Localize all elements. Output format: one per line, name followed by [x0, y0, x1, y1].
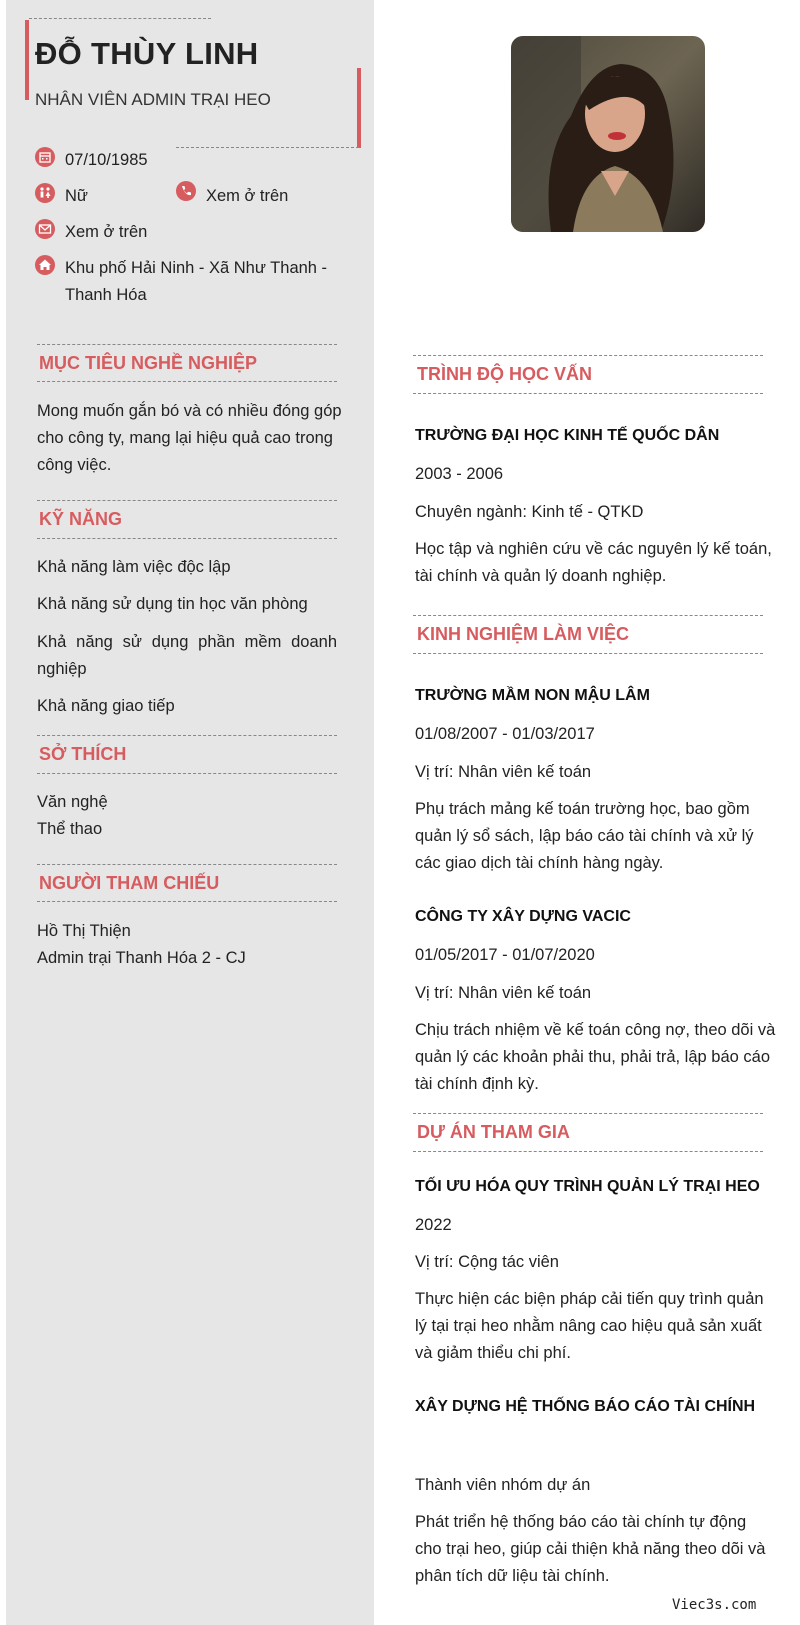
school-name: TRƯỜNG ĐẠI HỌC KINH TẾ QUỐC DÂN [415, 427, 720, 444]
objective-top-divider [37, 344, 337, 345]
email-icon [35, 219, 55, 239]
hobbies-bottom-divider [37, 773, 337, 774]
job-accent-bar [357, 68, 361, 148]
experience-title: KINH NGHIỆM LÀM VIỆC [417, 624, 630, 644]
job-desc-line: tài chính định kỳ. [415, 1075, 539, 1093]
projects-top-divider [413, 1113, 763, 1114]
header-divider [29, 18, 211, 19]
skill-item: nghiệp [37, 660, 87, 678]
job-position: Vị trí: Nhân viên kế toán [415, 984, 592, 1002]
objective-title: MỤC TIÊU NGHỀ NGHIỆP [39, 353, 258, 373]
references-bottom-divider [37, 901, 337, 902]
company-name: TRƯỜNG MẦM NON MẬU LÂM [415, 687, 650, 704]
hobby-item: Thể thao [37, 820, 103, 838]
job-desc-line: các giao dịch tài chính hàng ngày. [415, 854, 664, 872]
name-accent-bar [25, 20, 29, 100]
candidate-name: ĐỖ THÙY LINH [35, 36, 259, 71]
projects-bottom-divider [413, 1151, 763, 1152]
objective-line: Mong muốn gắn bó và có nhiều đóng góp [37, 402, 342, 420]
email-value[interactable]: Xem ở trên [65, 223, 148, 241]
phone-icon [176, 181, 196, 201]
job-title: NHÂN VIÊN ADMIN TRẠI HEO [35, 90, 271, 109]
job-desc-line: quản lý sổ sách, lập báo cáo tài chính và xử lý [415, 827, 754, 845]
profile-photo [511, 36, 705, 232]
project-name: TỐI ƯU HÓA QUY TRÌNH QUẢN LÝ TRẠI HEO [415, 1178, 760, 1195]
job-desc-line: quản lý các khoản phải thu, phải trả, lập báo cáo [415, 1048, 770, 1066]
job-period: 01/08/2007 - 01/03/2017 [415, 725, 595, 743]
project-year: 2022 [415, 1216, 452, 1234]
project-desc-line: Phát triển hệ thống báo cáo tài chính tự động [415, 1513, 747, 1531]
calendar-icon [35, 147, 55, 167]
education-top-divider [413, 355, 763, 356]
education-desc-line: Học tập và nghiên cứu về các nguyên lý kế toán, [415, 540, 772, 558]
watermark-text: Viec3s.com [672, 1597, 757, 1613]
address-line-1: Khu phố Hải Ninh - Xã Như Thanh - [65, 259, 328, 277]
project-role: Thành viên nhóm dự án [415, 1476, 591, 1494]
project-desc-line: Thực hiện các biện pháp cải tiến quy trình quản [415, 1290, 764, 1308]
education-major: Chuyên ngành: Kinh tế - QTKD [415, 503, 644, 521]
address-line-2: Thanh Hóa [65, 286, 147, 304]
skill-item: Khả năng sử dụng tin học văn phòng [37, 595, 308, 613]
project-role: Vị trí: Cộng tác viên [415, 1253, 559, 1271]
references-top-divider [37, 864, 337, 865]
skills-bottom-divider [37, 538, 337, 539]
skills-title: KỸ NĂNG [39, 509, 123, 529]
experience-bottom-divider [413, 653, 763, 654]
birthday-value: 07/10/1985 [65, 151, 148, 169]
home-icon [35, 255, 55, 275]
education-period: 2003 - 2006 [415, 465, 504, 483]
references-title: NGƯỜI THAM CHIẾU [39, 873, 220, 893]
education-bottom-divider [413, 393, 763, 394]
skill-item: Khả năng làm việc độc lập [37, 558, 231, 576]
reference-position: Admin trại Thanh Hóa 2 - CJ [37, 949, 246, 967]
skill-item: Khả năng sử dụng phần mềm doanh [37, 633, 337, 651]
skills-top-divider [37, 500, 337, 501]
job-divider [176, 147, 359, 148]
gender-value: Nữ [65, 187, 88, 205]
projects-title: DỰ ÁN THAM GIA [417, 1122, 570, 1142]
skill-item: Khả năng giao tiếp [37, 697, 175, 715]
education-desc-line: tài chính và quản lý doanh nghiệp. [415, 567, 667, 585]
job-desc-line: Phụ trách mảng kế toán trường học, bao gồm [415, 800, 750, 818]
hobby-item: Văn nghệ [37, 793, 108, 811]
gender-icon [35, 183, 55, 203]
objective-line: công việc. [37, 456, 112, 474]
hobbies-title: SỞ THÍCH [39, 744, 127, 764]
project-desc-line: phân tích dữ liệu tài chính. [415, 1567, 610, 1585]
job-position: Vị trí: Nhân viên kế toán [415, 763, 592, 781]
experience-top-divider [413, 615, 763, 616]
objective-bottom-divider [37, 381, 337, 382]
reference-name: Hồ Thị Thiện [37, 922, 131, 940]
project-desc-line: và giảm thiểu chi phí. [415, 1344, 571, 1362]
project-desc-line: lý tại trại heo nhằm nâng cao hiệu quả sản xuất [415, 1317, 762, 1335]
job-desc-line: Chịu trách nhiệm về kế toán công nợ, theo dõi và [415, 1021, 776, 1039]
project-desc-line: cho trại heo, giúp cải thiện khả năng theo dõi và [415, 1540, 766, 1558]
education-title: TRÌNH ĐỘ HỌC VẤN [417, 364, 592, 384]
company-name: CÔNG TY XÂY DỰNG VACIC [415, 908, 631, 925]
project-name: XÂY DỰNG HỆ THỐNG BÁO CÁO TÀI CHÍNH [415, 1398, 756, 1415]
phone-value[interactable]: Xem ở trên [206, 187, 289, 205]
job-period: 01/05/2017 - 01/07/2020 [415, 946, 595, 964]
objective-line: cho công ty, mang lại hiệu quả cao trong [37, 429, 333, 447]
hobbies-top-divider [37, 735, 337, 736]
